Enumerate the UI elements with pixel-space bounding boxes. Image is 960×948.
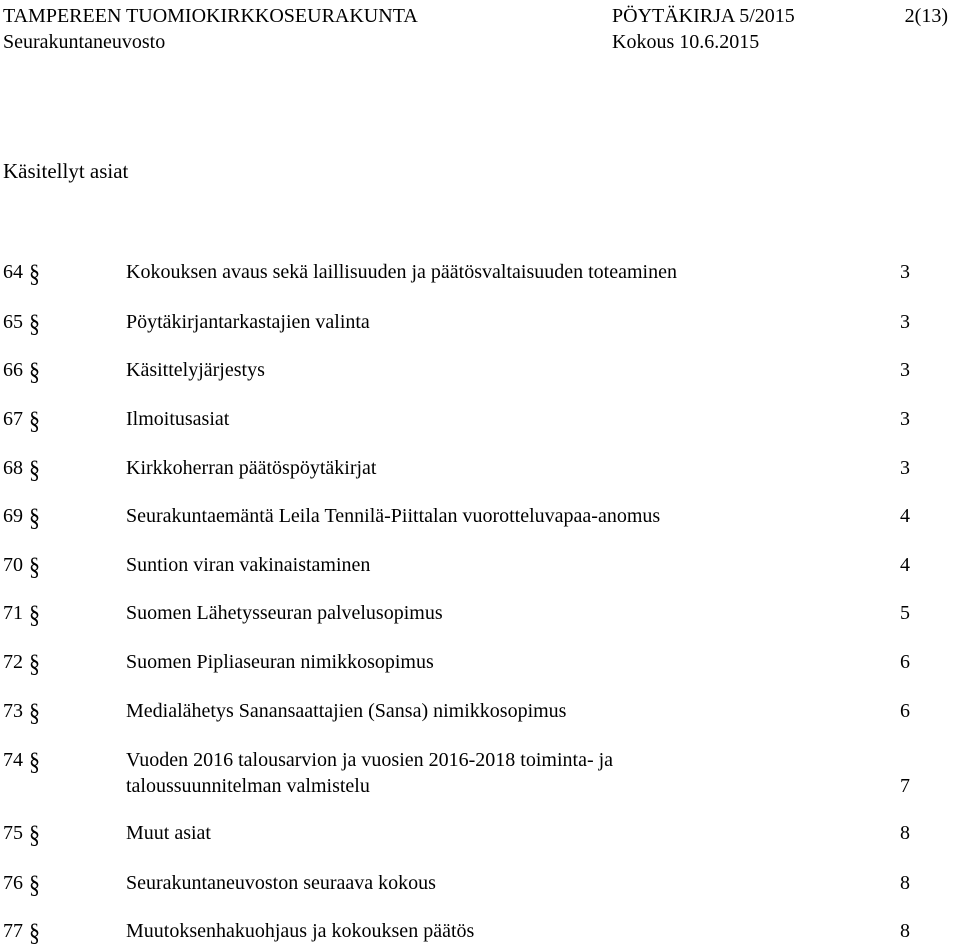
agenda-item-page: 3 xyxy=(900,457,910,479)
agenda-item-title xyxy=(126,600,866,626)
agenda-item-title xyxy=(126,357,866,383)
agenda-item xyxy=(0,698,960,727)
agenda-item-title xyxy=(126,259,866,285)
section-sign: § xyxy=(29,259,40,288)
agenda-item xyxy=(0,259,960,288)
agenda-item xyxy=(0,552,960,581)
agenda-item-title xyxy=(126,552,866,578)
agenda-item-number: 75 xyxy=(3,822,23,844)
agenda-item-number: 72 xyxy=(3,651,23,673)
agenda-item xyxy=(0,503,960,532)
agenda-item xyxy=(0,649,960,678)
agenda-item-page: 6 xyxy=(900,651,910,673)
agenda-item xyxy=(0,918,960,947)
agenda-item-title-line: Pöytäkirjantarkastajien valinta xyxy=(126,311,370,333)
agenda-item-title-line: Muutoksenhakuohjaus ja kokouksen päätös xyxy=(126,920,475,942)
agenda-item-number: 64 xyxy=(3,261,23,283)
agenda-item xyxy=(0,357,960,386)
section-sign: § xyxy=(29,503,40,532)
section-sign: § xyxy=(29,455,40,484)
agenda-item-number: 74 xyxy=(3,749,23,771)
agenda-item-title-line: Suomen Pipliaseuran nimikkosopimus xyxy=(126,651,434,673)
agenda-item-title xyxy=(126,649,866,675)
section-sign: § xyxy=(29,406,40,435)
agenda-item xyxy=(0,600,960,629)
agenda-item-title-line: Suntion viran vakinaistaminen xyxy=(126,554,371,576)
document-title: PÖYTÄKIRJA 5/2015 xyxy=(612,5,795,27)
agenda-item-number: 65 xyxy=(3,311,23,333)
section-sign: § xyxy=(29,600,40,629)
agenda-item-page: 7 xyxy=(900,775,910,797)
agenda-item-number: 69 xyxy=(3,505,23,527)
section-sign: § xyxy=(29,309,40,338)
agenda-item-number: 66 xyxy=(3,359,23,381)
agenda-item-page: 4 xyxy=(900,505,910,527)
agenda-item-page: 4 xyxy=(900,554,910,576)
section-sign: § xyxy=(29,870,40,899)
agenda-item-title-line: Seurakuntaemäntä Leila Tennilä-Piittalan vuorotteluvapaa-anomus xyxy=(126,505,661,527)
agenda-item-title xyxy=(126,455,866,481)
agenda-item-title xyxy=(126,747,866,799)
agenda-item-title-line: Medialähetys Sanansaattajien (Sansa) nimikkosopimus xyxy=(126,700,567,722)
agenda-item-title-line: taloussuunnitelman valmistelu xyxy=(126,775,370,797)
section-sign: § xyxy=(29,552,40,581)
agenda-item-page: 6 xyxy=(900,700,910,722)
agenda-item-title xyxy=(126,870,866,896)
section-sign: § xyxy=(29,820,40,849)
agenda-item xyxy=(0,870,960,899)
agenda-item-title xyxy=(126,820,866,846)
agenda-item-title-line: Käsittelyjärjestys xyxy=(126,359,265,381)
agenda-item-number: 70 xyxy=(3,554,23,576)
agenda-item xyxy=(0,309,960,338)
agenda-item-number: 67 xyxy=(3,408,23,430)
agenda-item-number: 77 xyxy=(3,920,23,942)
agenda-item-title-line: Seurakuntaneuvoston seuraava kokous xyxy=(126,872,436,894)
agenda-item-title xyxy=(126,918,866,944)
body-name: Seurakuntaneuvosto xyxy=(3,31,166,53)
agenda-item-page: 8 xyxy=(900,920,910,942)
agenda-item-page: 3 xyxy=(900,311,910,333)
agenda-item-title xyxy=(126,309,866,335)
section-sign: § xyxy=(29,698,40,727)
agenda-item xyxy=(0,455,960,484)
section-sign: § xyxy=(29,918,40,947)
agenda-item-page: 3 xyxy=(900,261,910,283)
agenda-item-number: 76 xyxy=(3,872,23,894)
agenda-item-number: 73 xyxy=(3,700,23,722)
agenda-item-title xyxy=(126,503,866,529)
agenda-item-page: 8 xyxy=(900,822,910,844)
section-sign: § xyxy=(29,649,40,678)
agenda-item-title-line: Kirkkoherran päätöspöytäkirjat xyxy=(126,457,377,479)
agenda-item-page: 3 xyxy=(900,408,910,430)
organization-name: TAMPEREEN TUOMIOKIRKKOSEURAKUNTA xyxy=(3,5,418,27)
agenda-item-page: 5 xyxy=(900,602,910,624)
agenda-item-title xyxy=(126,698,866,724)
section-sign: § xyxy=(29,357,40,386)
section-sign: § xyxy=(29,747,40,776)
agenda-item-page: 8 xyxy=(900,872,910,894)
agenda-item-title-line: Kokouksen avaus sekä laillisuuden ja päätösvaltaisuuden toteaminen xyxy=(126,261,677,283)
page-number: 2(13) xyxy=(904,5,948,27)
agenda-item xyxy=(0,820,960,849)
agenda-item-number: 71 xyxy=(3,602,23,624)
agenda-item-title xyxy=(126,406,866,432)
agenda-item-title-line: Muut asiat xyxy=(126,822,211,844)
agenda-item xyxy=(0,406,960,435)
meeting-date: Kokous 10.6.2015 xyxy=(612,31,760,53)
agenda-item-page: 3 xyxy=(900,359,910,381)
agenda-item-title-line: Ilmoitusasiat xyxy=(126,408,230,430)
agenda-item-title-line: Vuoden 2016 talousarvion ja vuosien 2016-2018 toiminta- ja xyxy=(126,749,614,771)
section-title: Käsitellyt asiat xyxy=(3,159,129,183)
agenda-item xyxy=(0,747,960,799)
agenda-item-number: 68 xyxy=(3,457,23,479)
agenda-item-title-line: Suomen Lähetysseuran palvelusopimus xyxy=(126,602,443,624)
